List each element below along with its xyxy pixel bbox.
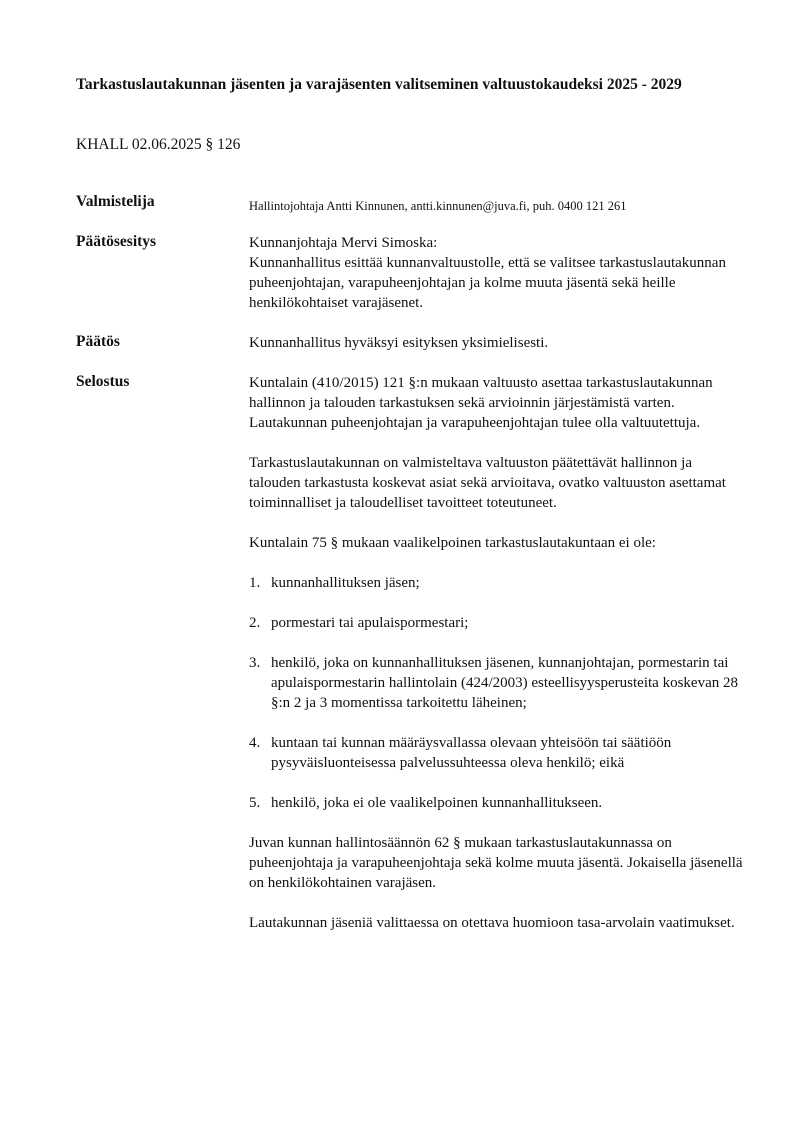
label-paatosesitys: Päätösesitys [76,233,157,250]
selostus-block [249,373,744,933]
list-item-number: 3. [249,655,261,671]
list-item [249,613,744,633]
list-item-number: 1. [249,575,261,591]
list-item-text: henkilö, joka on kunnanhallituksen jäsenen, kunnanjohtajan, pormestarin tai apulaispormestarin hallintolain (424/2003) esteellisyysperusteita koskevan 28 §:n 2 ja 3 momentissa tarkoitettu läheinen; [271,655,738,711]
valmistelija-text: Hallintojohtaja Antti Kinnunen, antti.kinnunen@juva.fi, puh. 0400 121 261 [249,199,627,213]
selostus-paragraph-5: Lautakunnan jäseniä valittaessa on otettava huomioon tasa-arvolain vaatimukset. [249,915,735,931]
list-item [249,573,744,593]
label-valmistelija: Valmistelija [76,193,155,210]
list-item-number: 2. [249,615,261,631]
list-item [249,733,744,773]
list-item-number: 5. [249,795,261,811]
list-item-number: 4. [249,735,261,751]
list-item-text: pormestari tai apulaispormestari; [271,615,469,631]
paatos-text: Kunnanhallitus hyväksyi esityksen yksimielisesti. [249,335,549,351]
selostus-paragraph-1: Kuntalain (410/2015) 121 §:n mukaan valtuusto asettaa tarkastuslautakunnan hallinnon ja talouden tarkastuksen sekä arvioinnin järjestämistä varten. Lautakunnan puheenjohtajan ja varapuheenjohtajan tulee olla valtuutettuja. [249,375,713,431]
list-item-text: henkilö, joka ei ole vaalikelpoinen kunnanhallitukseen. [271,795,603,811]
document-title: Tarkastuslautakunnan jäsenten ja varajäsenten valitseminen valtuustokaudeksi 2025 - 2029 [76,76,682,93]
list-item [249,793,744,813]
label-paatos: Päätös [76,333,120,350]
label-selostus: Selostus [76,373,130,390]
paatosesitys-text: Kunnanhallitus esittää kunnanvaltuustolle, että se valitsee tarkastuslautakunnan puheenjohtajan, varapuheenjohtajan ja kolme muuta jäsentä sekä heille henkilökohtaiset varajäsenet. [249,255,726,311]
selostus-paragraph-2: Tarkastuslautakunnan on valmisteltava valtuuston päätettävät hallinnon ja talouden tarkastusta koskevat asiat sekä arvioitava, ovatko valtuuston asettamat toiminnalliset ja taloudelliset tavoitteet toteutuneet. [249,455,726,511]
selostus-paragraph-4: Juvan kunnan hallintosäännön 62 § mukaan tarkastuslautakunnassa on puheenjohtaja ja varapuheenjohtaja sekä kolme muuta jäsentä. Jokaisella jäsenellä on henkilökohtainen varajäsen. [249,835,743,891]
selostus-paragraph-3: Kuntalain 75 § mukaan vaalikelpoinen tarkastuslautakuntaan ei ole: [249,535,656,551]
meeting-reference: KHALL 02.06.2025 § 126 [76,136,241,153]
paatosesitys-presenter: Kunnanjohtaja Mervi Simoska: [249,235,438,251]
paatosesitys-block [249,233,744,313]
list-item-text: kuntaan tai kunnan määräysvallassa olevaan yhteisöön tai säätiöön pysyväisluonteisessa palvelussuhteessa oleva henkilö; eikä [271,735,672,771]
list-item-text: kunnanhallituksen jäsen; [271,575,420,591]
list-item [249,653,744,713]
